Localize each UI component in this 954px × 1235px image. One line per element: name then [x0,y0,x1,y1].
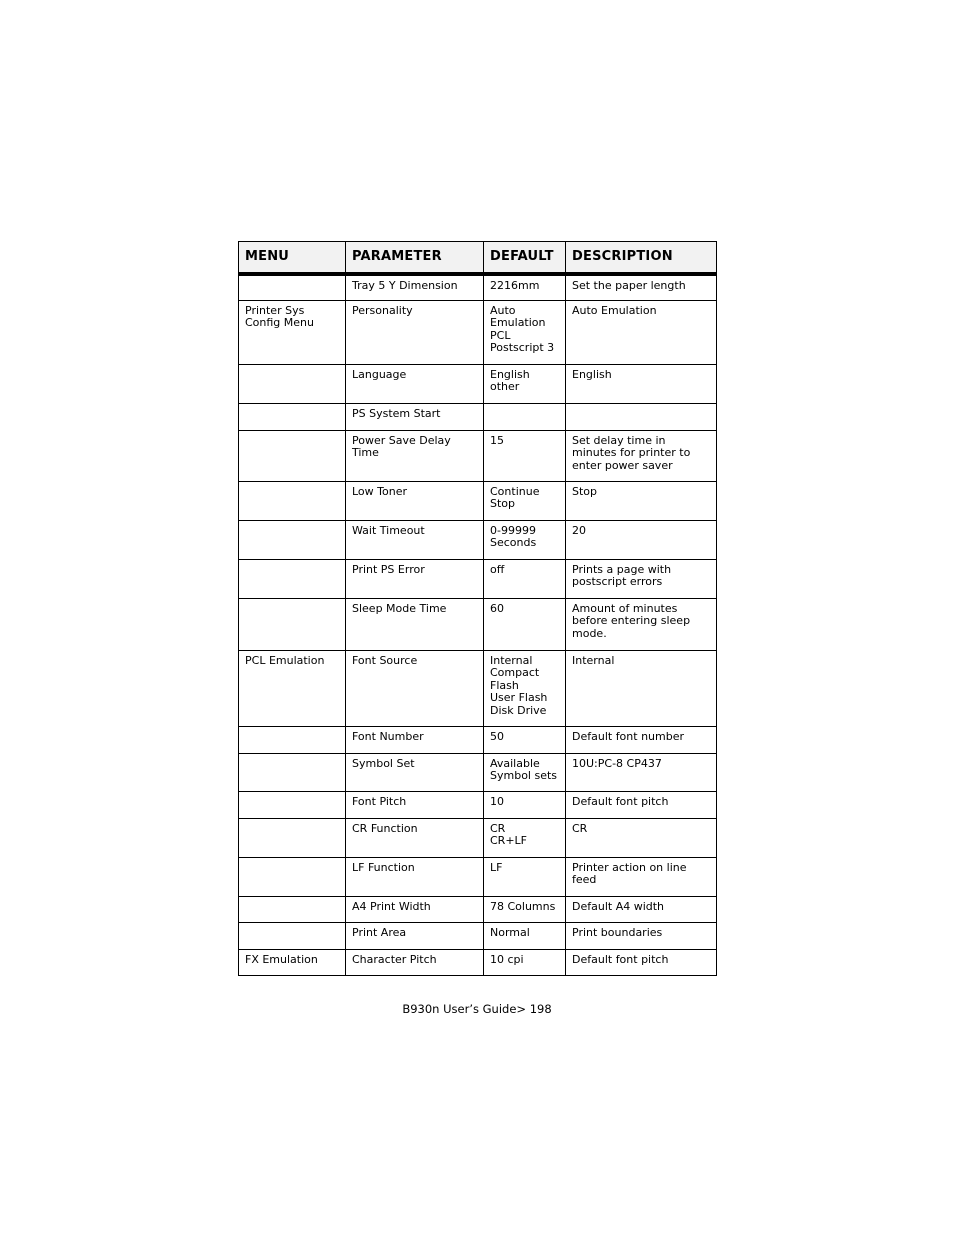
cell-menu [239,559,346,598]
cell-menu [239,520,346,559]
cell-default: 15 [484,430,566,481]
cell-parameter: Tray 5 Y Dimension [346,274,484,300]
cell-parameter: Language [346,364,484,403]
cell-description [566,403,717,430]
cell-menu: Printer Sys Config Menu [239,300,346,364]
cell-default: Internal Compact Flash User Flash Disk Drive [484,650,566,726]
menu-settings-table [238,241,717,976]
table-header-row [239,242,717,275]
cell-description: Default font pitch [566,791,717,818]
cell-menu: PCL Emulation [239,650,346,726]
cell-description: CR [566,818,717,857]
cell-description: Default font pitch [566,949,717,975]
cell-description: Set delay time in minutes for printer to enter power saver [566,430,717,481]
cell-default: 2216mm [484,274,566,300]
cell-parameter: Wait Timeout [346,520,484,559]
table-row [239,650,717,726]
cell-default: 50 [484,726,566,753]
cell-default: 10 cpi [484,949,566,975]
cell-default: CR CR+LF [484,818,566,857]
cell-parameter: Character Pitch [346,949,484,975]
cell-parameter: Font Pitch [346,791,484,818]
cell-parameter: Symbol Set [346,753,484,791]
cell-default [484,403,566,430]
cell-menu [239,857,346,896]
table-row [239,403,717,430]
cell-parameter: CR Function [346,818,484,857]
header-description: DESCRIPTION [566,242,717,275]
cell-default: 78 Columns [484,896,566,922]
cell-parameter: Sleep Mode Time [346,598,484,650]
table-row [239,559,717,598]
cell-menu: FX Emulation [239,949,346,975]
cell-description: Print boundaries [566,922,717,949]
cell-description: Default font number [566,726,717,753]
cell-description: Auto Emulation [566,300,717,364]
table-row [239,300,717,364]
cell-menu [239,753,346,791]
cell-menu [239,274,346,300]
cell-default: 10 [484,791,566,818]
cell-default: Auto Emulation PCL Postscript 3 [484,300,566,364]
cell-menu [239,818,346,857]
cell-menu [239,896,346,922]
cell-default: English other [484,364,566,403]
cell-default: Normal [484,922,566,949]
table-row [239,364,717,403]
cell-parameter: Font Source [346,650,484,726]
cell-default: off [484,559,566,598]
table-row [239,481,717,520]
cell-default: 0-99999 Seconds [484,520,566,559]
cell-description: 10U:PC-8 CP437 [566,753,717,791]
cell-menu [239,403,346,430]
table-row [239,520,717,559]
table-row [239,430,717,481]
cell-description: Amount of minutes before entering sleep mode. [566,598,717,650]
cell-default: Continue Stop [484,481,566,520]
cell-parameter: Personality [346,300,484,364]
cell-description: Prints a page with postscript errors [566,559,717,598]
cell-parameter: Font Number [346,726,484,753]
cell-description: Set the paper length [566,274,717,300]
table-row [239,274,717,300]
cell-description: Internal [566,650,717,726]
table-row [239,857,717,896]
cell-description: Default A4 width [566,896,717,922]
header-menu: MENU [239,242,346,275]
table-row [239,922,717,949]
cell-parameter: A4 Print Width [346,896,484,922]
header-default: DEFAULT [484,242,566,275]
cell-default: 60 [484,598,566,650]
table-row [239,818,717,857]
table-row [239,896,717,922]
page-footer: B930n User’s Guide> 198 [402,1002,552,1016]
cell-default: Available Symbol sets [484,753,566,791]
header-parameter: PARAMETER [346,242,484,275]
table-row [239,753,717,791]
cell-description: Printer action on line feed [566,857,717,896]
cell-menu [239,364,346,403]
cell-parameter: Print Area [346,922,484,949]
cell-menu [239,598,346,650]
cell-default: LF [484,857,566,896]
cell-menu [239,726,346,753]
cell-parameter: Power Save Delay Time [346,430,484,481]
cell-parameter: PS System Start [346,403,484,430]
table-row [239,726,717,753]
cell-description: English [566,364,717,403]
cell-menu [239,922,346,949]
cell-parameter: Print PS Error [346,559,484,598]
cell-parameter: LF Function [346,857,484,896]
cell-parameter: Low Toner [346,481,484,520]
table-row [239,598,717,650]
cell-description: Stop [566,481,717,520]
cell-menu [239,791,346,818]
table-row [239,791,717,818]
cell-menu [239,430,346,481]
cell-description: 20 [566,520,717,559]
cell-menu [239,481,346,520]
table-row [239,949,717,975]
